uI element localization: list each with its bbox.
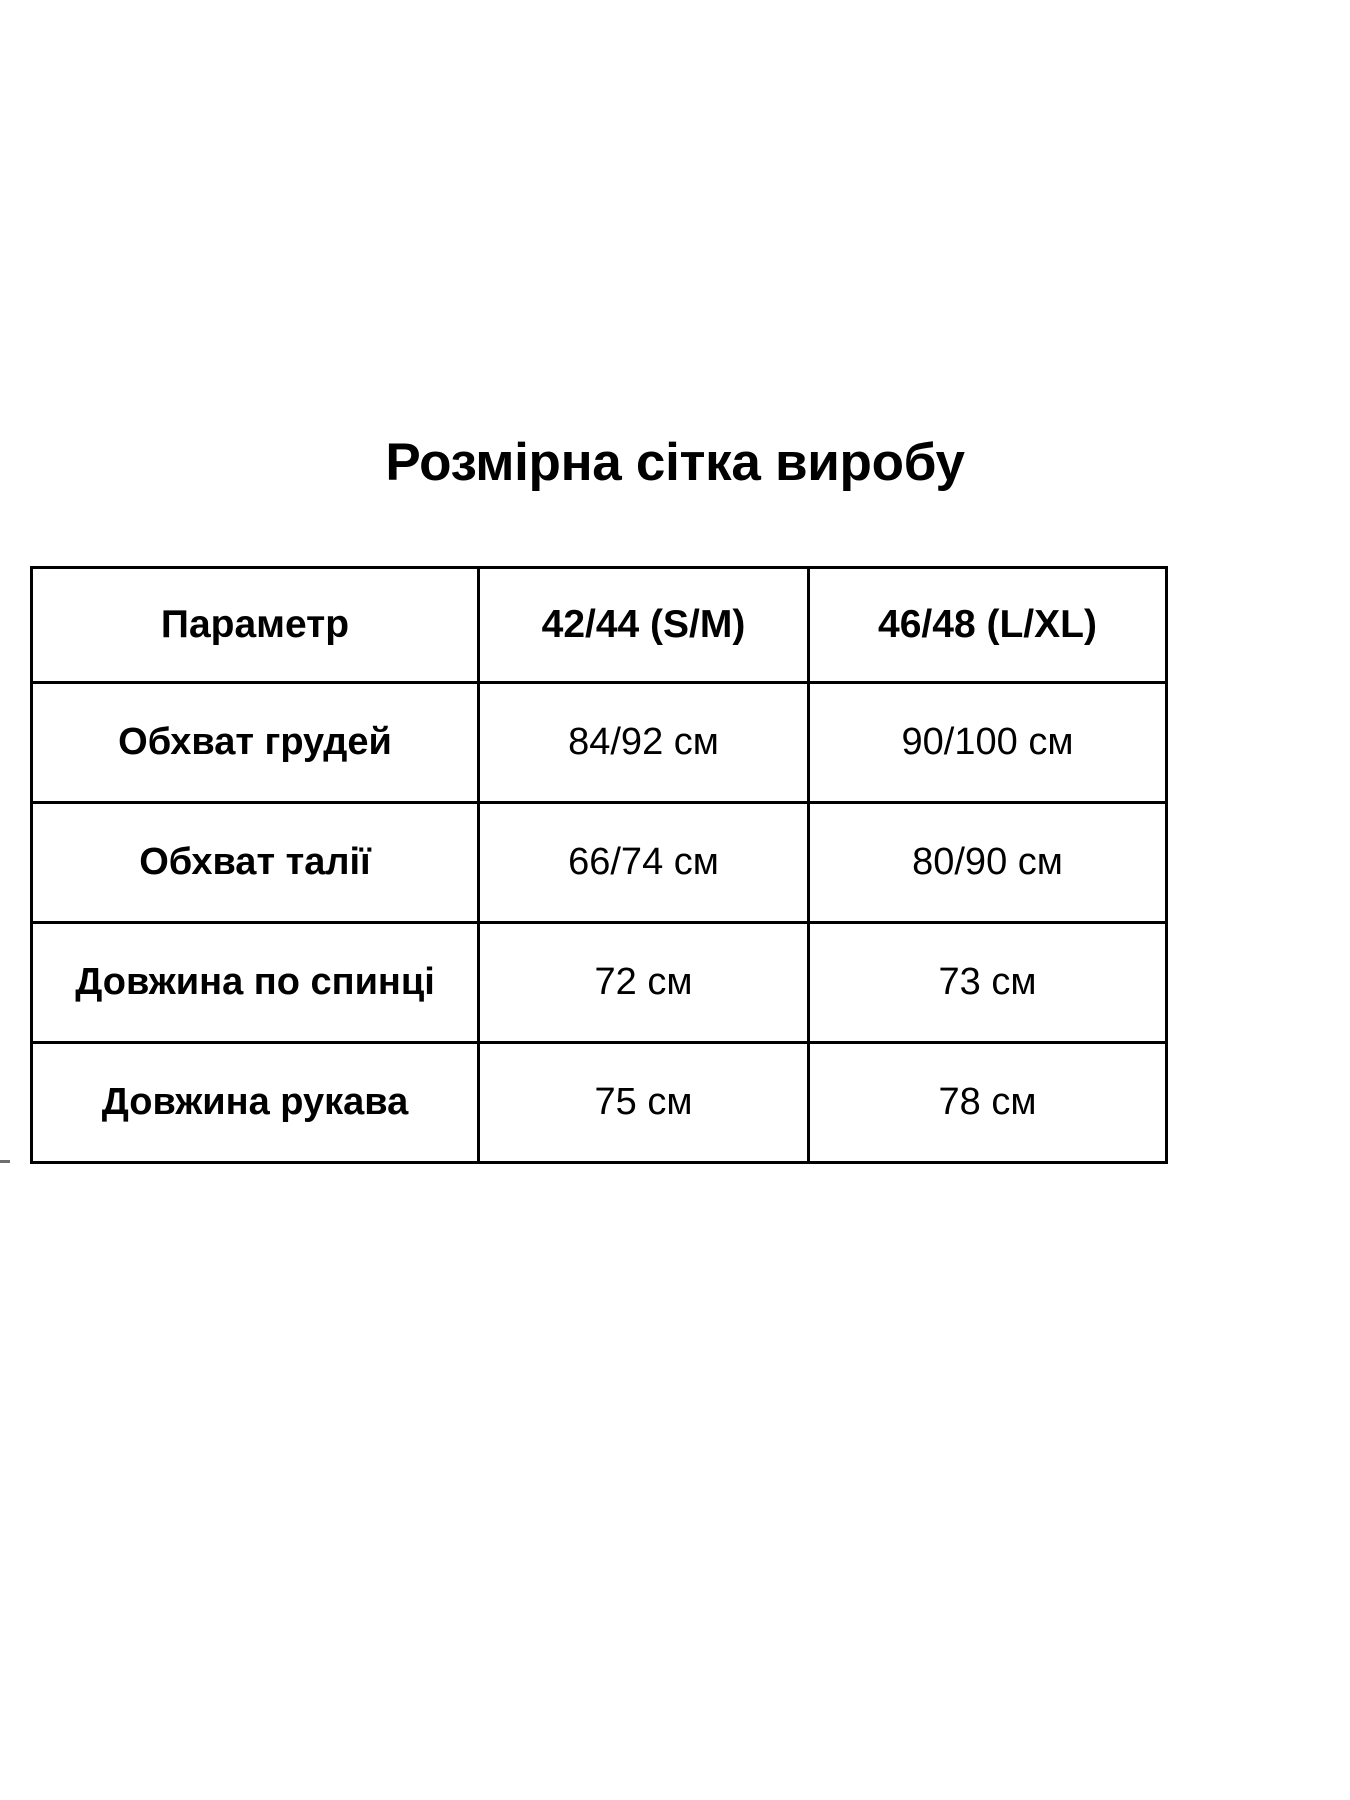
row-label: Довжина по спинці (32, 923, 479, 1043)
table-row (32, 683, 1167, 803)
cell-value-sm: 84/92 см (479, 683, 809, 803)
column-header-parameter: Параметр (32, 568, 479, 683)
size-grid-container (30, 566, 1165, 1164)
cell-value-lxl: 80/90 см (809, 803, 1167, 923)
row-label: Довжина рукава (32, 1043, 479, 1163)
table-header-row (32, 568, 1167, 683)
row-label: Обхват грудей (32, 683, 479, 803)
crop-mark (0, 1160, 10, 1163)
cell-value-lxl: 73 см (809, 923, 1167, 1043)
table-row (32, 803, 1167, 923)
cell-value-sm: 75 см (479, 1043, 809, 1163)
cell-value-lxl: 78 см (809, 1043, 1167, 1163)
cell-value-lxl: 90/100 см (809, 683, 1167, 803)
page-title: Розмірна сітка виробу (385, 433, 965, 492)
table-row (32, 923, 1167, 1043)
row-label: Обхват талії (32, 803, 479, 923)
size-grid-table (30, 566, 1168, 1164)
cell-value-sm: 66/74 см (479, 803, 809, 923)
table-row (32, 1043, 1167, 1163)
column-header-size-lxl: 46/48 (L/XL) (809, 568, 1167, 683)
cell-value-sm: 72 см (479, 923, 809, 1043)
column-header-size-sm: 42/44 (S/M) (479, 568, 809, 683)
